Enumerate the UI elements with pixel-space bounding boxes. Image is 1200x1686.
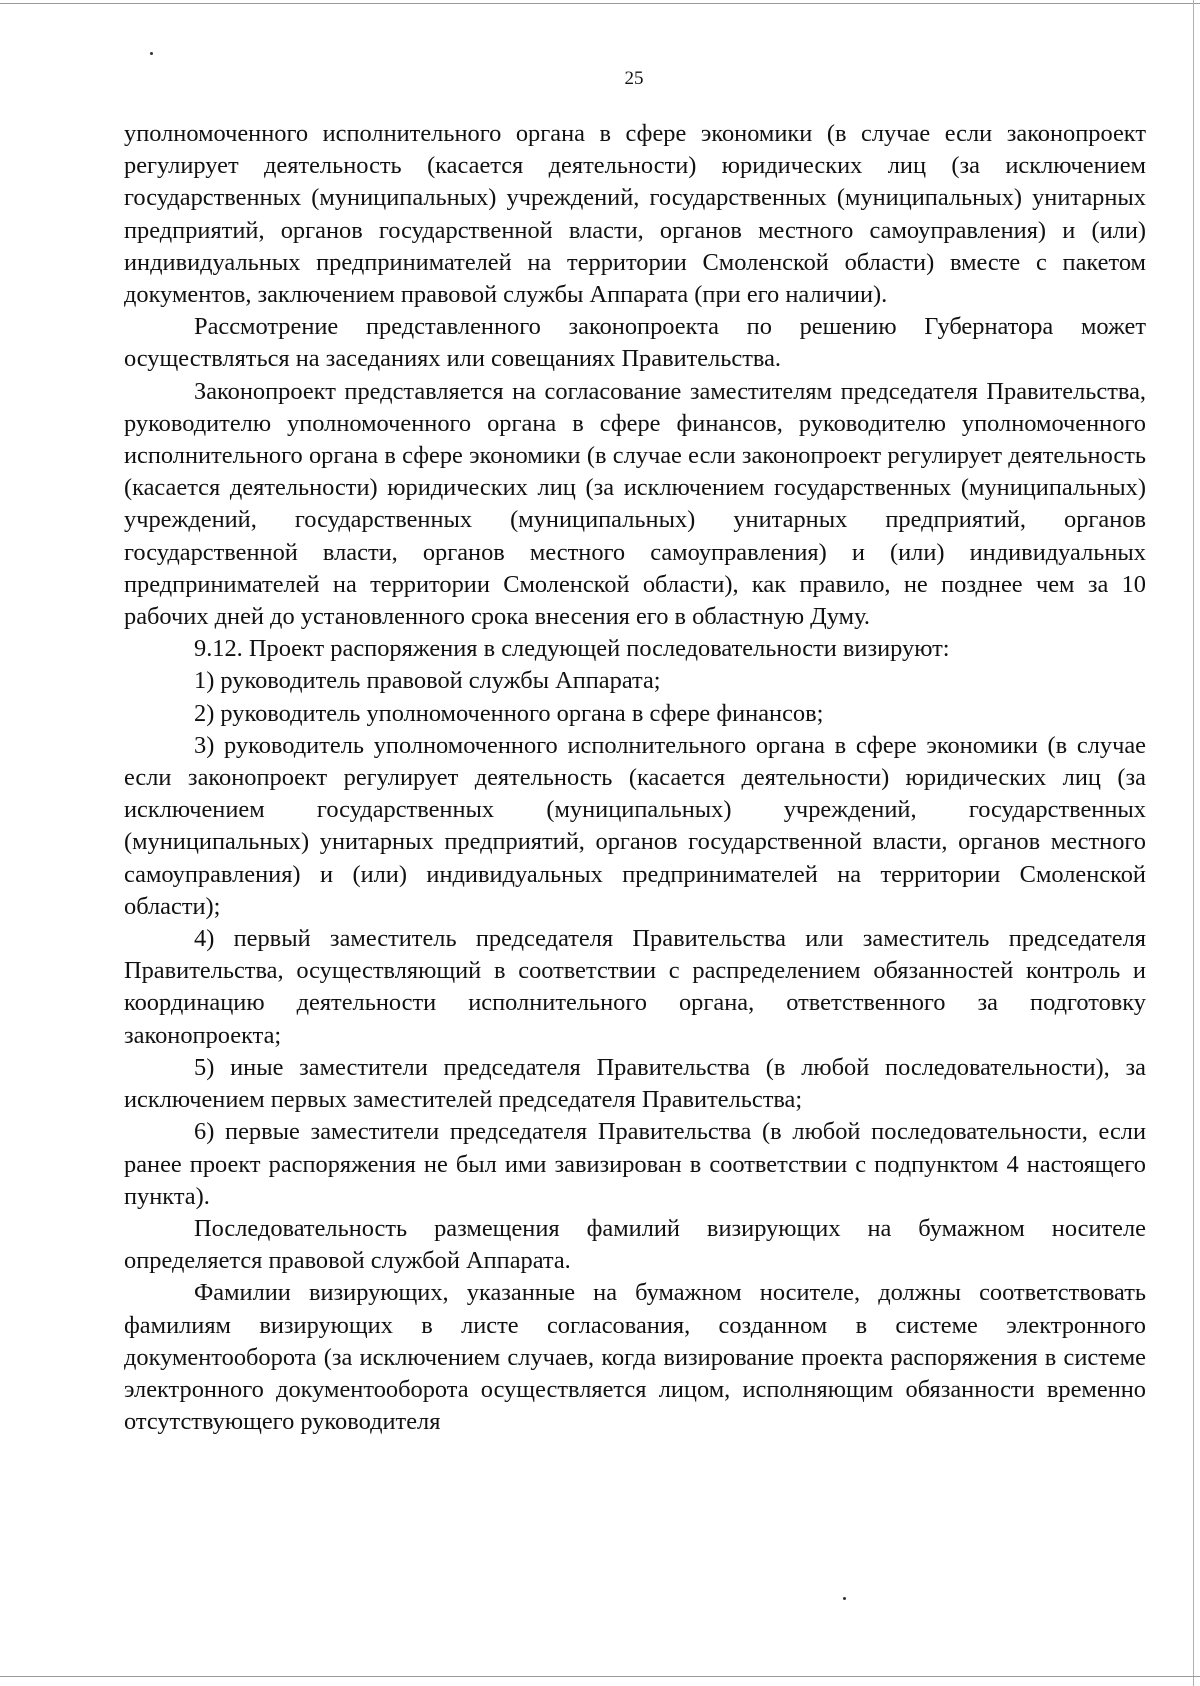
paragraph-sequence: Последовательность размещения фамилий визирующих на бумажном носителе определяется правовой службой Аппарата.: [124, 1214, 1146, 1275]
list-item-6: 6) первые заместители председателя Правительства (в любой последовательности, если ранее проект распоряжения не был ими завизирован в соответствии с подпунктом 4 настоящего пункта).: [124, 1118, 1146, 1210]
list-item-3: 3) руководитель уполномоченного исполнительного органа в сфере экономики (в случае если законопроект регулирует деятельность (касается деятельности) юридических лиц (за исключением государственных (муниципальных) учреждений, государственных (муниципальных) унитарных предприятий, органов государственной власти, органов местного самоуправления) и (или) индивидуальных предпринимателей на территории Смоленской области);: [124, 731, 1146, 920]
page-number: 25: [624, 68, 644, 89]
paragraph-continuation: уполномоченного исполнительного органа в сфере экономики (в случае если законопроект регулирует деятельность (касается деятельности) юридических лиц (за исключением государственных (муниципальных) учреждений, государственных (муниципальных) унитарных предприятий, органов государственной власти, органов местного самоуправления) и (или) индивидуальных предпринимателей на территории Смоленской области) вместе с пакетом документов, заключением правовой службы Аппарата (при его наличии).: [124, 120, 1146, 309]
list-item-4: 4) первый заместитель председателя Правительства или заместитель председателя Правительства, осуществляющий в соответствии с распределением обязанностей контроль и координацию деятельности исполнительного органа, ответственного за подготовку законопроекта;: [124, 925, 1146, 1049]
paragraph-approval: Законопроект представляется на согласование заместителям председателя Правительства, руководителю уполномоченного органа в сфере финансов, руководителю уполномоченного исполнительного органа в сфере экономики (в случае если законопроект регулирует деятельность (касается деятельности) юридических лиц (за исключением государственных (муниципальных) учреждений, государственных (муниципальных) унитарных предприятий, органов государственной власти, органов местного самоуправления) и (или) индивидуальных предпринимателей на территории Смоленской области), как правило, не позднее чем за 10 рабочих дней до установленного срока внесения его в областную Думу.: [124, 377, 1146, 631]
list-item-2: 2) руководитель уполномоченного органа в сфере финансов;: [194, 699, 824, 727]
scan-speck: [150, 52, 153, 55]
list-item-5: 5) иные заместители председателя Правительства (в любой последовательности), за исключением первых заместителей председателя Правительства;: [124, 1053, 1146, 1114]
scan-edge-bottom: [0, 1676, 1200, 1677]
paragraph-surnames: Фамилии визирующих, указанные на бумажном носителе, должны соответствовать фамилиям визирующих в листе согласования, созданном в системе электронного документооборота (за исключением случаев, когда визирование проекта распоряжения в системе электронного документооборота осуществляется лицом, исполняющим обязанности временно отсутствующего руководителя: [124, 1279, 1146, 1436]
scan-edge-right: [1193, 0, 1194, 1686]
clause-9-12-heading: 9.12. Проект распоряжения в следующей последовательности визируют:: [194, 635, 950, 663]
paragraph-consideration: Рассмотрение представленного законопроекта по решению Губернатора может осуществляться на заседаниях или совещаниях Правительства.: [124, 313, 1146, 373]
scan-speck: [843, 1597, 846, 1600]
list-item-1: 1) руководитель правовой службы Аппарата;: [194, 667, 661, 695]
scan-edge-top: [0, 3, 1200, 4]
document-body: [124, 118, 1146, 1438]
